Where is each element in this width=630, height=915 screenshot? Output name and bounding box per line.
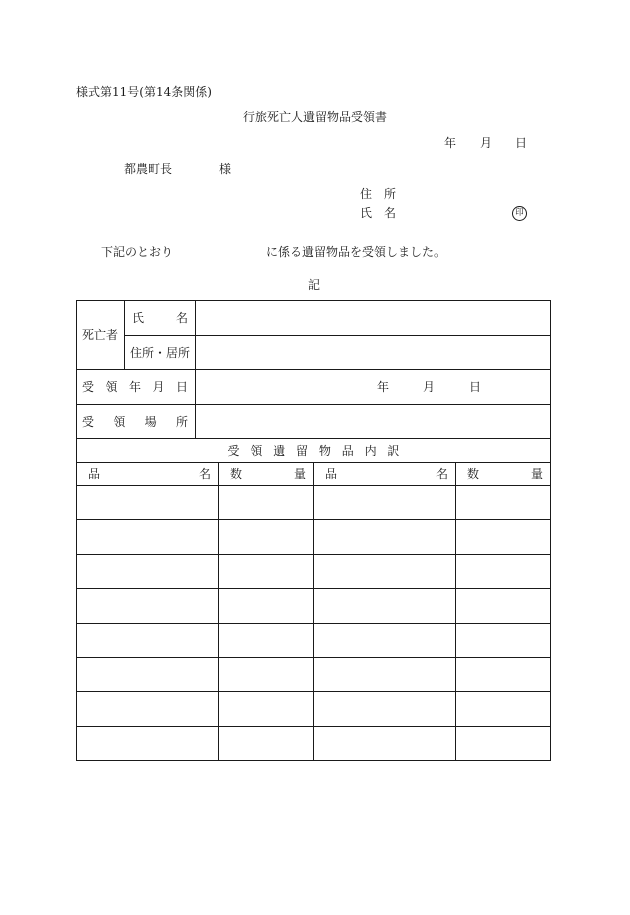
items-heading-char: 領	[250, 443, 263, 458]
receipt-date-label-char: 受	[82, 380, 95, 394]
receipt-date-day: 日	[468, 380, 481, 394]
item-row	[77, 520, 551, 554]
item-quantity-cell-2[interactable]	[456, 692, 551, 726]
receipt-table	[76, 300, 551, 761]
honorific: 様	[219, 162, 232, 176]
item-name-cell-2[interactable]	[314, 554, 456, 588]
form-number: 様式第11号(第14条関係)	[76, 85, 212, 99]
receipt-date-year: 年	[376, 380, 389, 394]
receipt-place-label-char: 領	[113, 414, 126, 429]
item-name-header-char: 品	[325, 467, 338, 481]
item-row	[77, 554, 551, 588]
applicant-name-label: 氏 名	[360, 206, 397, 220]
item-name-cell-2[interactable]	[314, 657, 456, 691]
item-name-header-char: 品	[88, 467, 101, 481]
quantity-header-char: 量	[293, 467, 306, 481]
item-name-cell[interactable]	[77, 554, 219, 588]
items-heading-char: 内	[364, 443, 377, 458]
item-name-cell[interactable]	[77, 692, 219, 726]
item-quantity-cell[interactable]	[219, 623, 314, 657]
addressee: 都農町長	[124, 162, 173, 176]
section-mark: 記	[308, 278, 321, 292]
items-heading-char: 訳	[387, 443, 400, 458]
item-name-cell[interactable]	[77, 623, 219, 657]
statement-part2: に係る遺留物品を受領しました。	[266, 245, 447, 259]
item-quantity-cell[interactable]	[219, 554, 314, 588]
item-name-header	[77, 463, 219, 486]
item-name-cell[interactable]	[77, 657, 219, 691]
date-day-label: 日	[515, 136, 528, 150]
items-heading	[77, 439, 551, 463]
receipt-date-month: 月	[422, 380, 435, 394]
item-name-header-char: 名	[198, 467, 211, 481]
item-row	[77, 692, 551, 726]
item-name-cell-2[interactable]	[314, 726, 456, 760]
item-name-cell-2[interactable]	[314, 589, 456, 623]
statement-part1: 下記のとおり	[101, 245, 174, 259]
quantity-header-char: 数	[467, 467, 480, 481]
receipt-date-label	[77, 370, 196, 405]
item-name-cell[interactable]	[77, 486, 219, 520]
item-quantity-cell-2[interactable]	[456, 623, 551, 657]
receipt-date-field[interactable]	[196, 370, 551, 405]
item-quantity-cell-2[interactable]	[456, 726, 551, 760]
receipt-date-label-char: 領	[105, 380, 118, 394]
receipt-place-field[interactable]	[196, 405, 551, 439]
item-name-header-char: 名	[435, 467, 448, 481]
items-heading-char: 物	[318, 443, 331, 458]
item-row	[77, 589, 551, 623]
date-month-label: 月	[480, 136, 493, 150]
deceased-name-label	[125, 301, 196, 336]
item-row	[77, 657, 551, 691]
receipt-place-label	[77, 405, 196, 439]
applicant-address-label: 住 所	[360, 187, 397, 201]
receipt-place-label-char: 所	[175, 414, 188, 429]
deceased-name-label-char: 氏	[132, 311, 145, 325]
item-name-cell-2[interactable]	[314, 486, 456, 520]
item-name-cell-2[interactable]	[314, 623, 456, 657]
item-quantity-cell-2[interactable]	[456, 589, 551, 623]
items-heading-char: 留	[296, 443, 309, 458]
deceased-address-label: 住所・居所	[125, 336, 196, 370]
item-quantity-cell[interactable]	[219, 692, 314, 726]
item-name-cell[interactable]	[77, 520, 219, 554]
item-quantity-cell[interactable]	[219, 520, 314, 554]
seal-mark: 印	[512, 206, 527, 221]
item-quantity-cell[interactable]	[219, 726, 314, 760]
item-name-cell[interactable]	[77, 589, 219, 623]
items-heading-char: 受	[227, 443, 240, 458]
date-year-label: 年	[444, 136, 457, 150]
deceased-name-label-char: 名	[175, 311, 188, 325]
item-quantity-cell[interactable]	[219, 486, 314, 520]
quantity-header-char: 数	[230, 467, 243, 481]
deceased-address-field[interactable]	[196, 336, 551, 370]
receipt-place-label-char: 場	[144, 414, 157, 429]
quantity-header-char: 量	[530, 467, 543, 481]
item-row	[77, 486, 551, 520]
item-quantity-cell-2[interactable]	[456, 657, 551, 691]
item-quantity-cell-2[interactable]	[456, 520, 551, 554]
item-row	[77, 623, 551, 657]
receipt-place-label-char: 受	[82, 414, 95, 429]
item-quantity-cell[interactable]	[219, 589, 314, 623]
receipt-date-label-char: 月	[152, 380, 165, 394]
items-heading-char: 遺	[273, 443, 286, 458]
quantity-header-2	[456, 463, 551, 486]
item-name-cell[interactable]	[77, 726, 219, 760]
receipt-date-label-char: 年	[128, 380, 141, 394]
item-name-cell-2[interactable]	[314, 692, 456, 726]
item-name-header-2	[314, 463, 456, 486]
item-row	[77, 726, 551, 760]
deceased-label: 死亡者	[77, 301, 125, 370]
item-rows	[77, 486, 551, 761]
item-quantity-cell-2[interactable]	[456, 554, 551, 588]
item-quantity-cell-2[interactable]	[456, 486, 551, 520]
item-name-cell-2[interactable]	[314, 520, 456, 554]
deceased-name-field[interactable]	[196, 301, 551, 336]
receipt-date-label-char: 日	[175, 380, 188, 394]
document-title: 行旅死亡人遺留物品受領書	[243, 110, 388, 124]
item-quantity-cell[interactable]	[219, 657, 314, 691]
quantity-header	[219, 463, 314, 486]
items-heading-char: 品	[341, 443, 354, 458]
